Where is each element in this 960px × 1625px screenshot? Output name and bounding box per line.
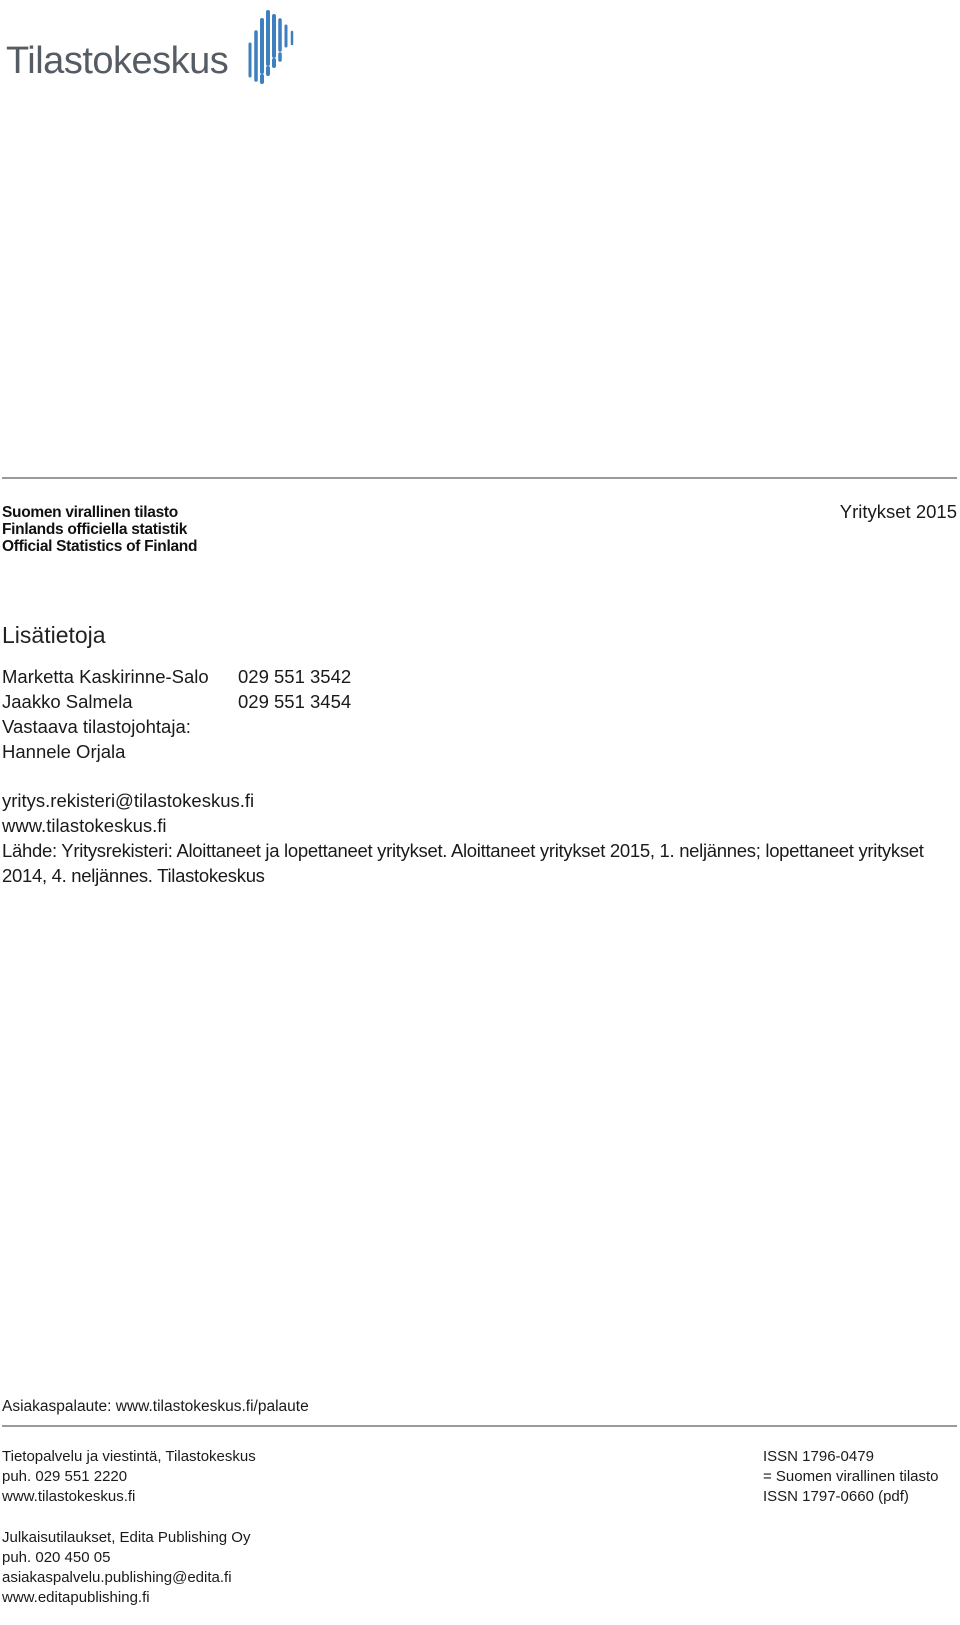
- publisher-website[interactable]: www.editapublishing.fi: [2, 1589, 150, 1606]
- header-rule: [2, 477, 957, 479]
- footer-rule: [2, 1425, 957, 1427]
- contacts-list: [2, 664, 351, 764]
- tilastokeskus-logo: [6, 6, 306, 86]
- issn-block: [763, 1447, 939, 1507]
- contact-name: Marketta Kaskirinne-Salo: [2, 666, 209, 687]
- info-links: [2, 788, 254, 838]
- contact-row: [2, 739, 351, 764]
- info-service-phone: puh. 029 551 2220: [2, 1468, 128, 1485]
- contact-row: [2, 714, 351, 739]
- contact-name: Hannele Orjala: [2, 741, 126, 762]
- info-heading: Lisätietoja: [2, 622, 106, 648]
- logo-wordmark: Tilastokeskus: [6, 40, 229, 82]
- source-note: Lähde: Yritysrekisteri: Aloittaneet ja lopettaneet yritykset. Aloittaneet yritykset 2015, 1. neljännes; lopettaneet yritykset 2014, 4. neljännes. Tilastokeskus: [2, 840, 924, 886]
- website-link[interactable]: www.tilastokeskus.fi: [2, 815, 167, 836]
- logo-bars-icon: [246, 6, 306, 86]
- feedback-link[interactable]: Asiakaspalaute: www.tilastokeskus.fi/palaute: [2, 1398, 309, 1415]
- contact-name: Jaakko Salmela: [2, 691, 133, 712]
- contact-row: [2, 689, 351, 714]
- issn-print: ISSN 1796-0479: [763, 1448, 874, 1465]
- contact-row: [2, 664, 351, 689]
- osf-line-fi: Suomen virallinen tilasto: [2, 504, 178, 521]
- publisher-name: Julkaisutilaukset, Edita Publishing Oy: [2, 1529, 251, 1546]
- email-link[interactable]: yritys.rekisteri@tilastokeskus.fi: [2, 790, 255, 811]
- issn-series: = Suomen virallinen tilasto: [763, 1468, 939, 1485]
- contact-phone: 029 551 3542: [238, 666, 352, 687]
- contact-name: Vastaava tilastojohtaja:: [2, 716, 191, 737]
- publisher-email[interactable]: asiakaspalvelu.publishing@edita.fi: [2, 1569, 232, 1586]
- publisher-phone: puh. 020 450 05: [2, 1549, 111, 1566]
- series-title: Yritykset 2015: [839, 501, 957, 522]
- issn-pdf: ISSN 1797-0660 (pdf): [763, 1488, 909, 1505]
- publisher-block: [2, 1528, 250, 1608]
- osf-line-sv: Finlands officiella statistik: [2, 521, 188, 538]
- info-service-block: [2, 1447, 256, 1507]
- osf-line-en: Official Statistics of Finland: [2, 538, 198, 555]
- info-service-website[interactable]: www.tilastokeskus.fi: [2, 1488, 136, 1505]
- official-statistics-label: [2, 504, 197, 555]
- info-service-name: Tietopalvelu ja viestintä, Tilastokeskus: [2, 1448, 256, 1465]
- contact-phone: 029 551 3454: [238, 691, 352, 712]
